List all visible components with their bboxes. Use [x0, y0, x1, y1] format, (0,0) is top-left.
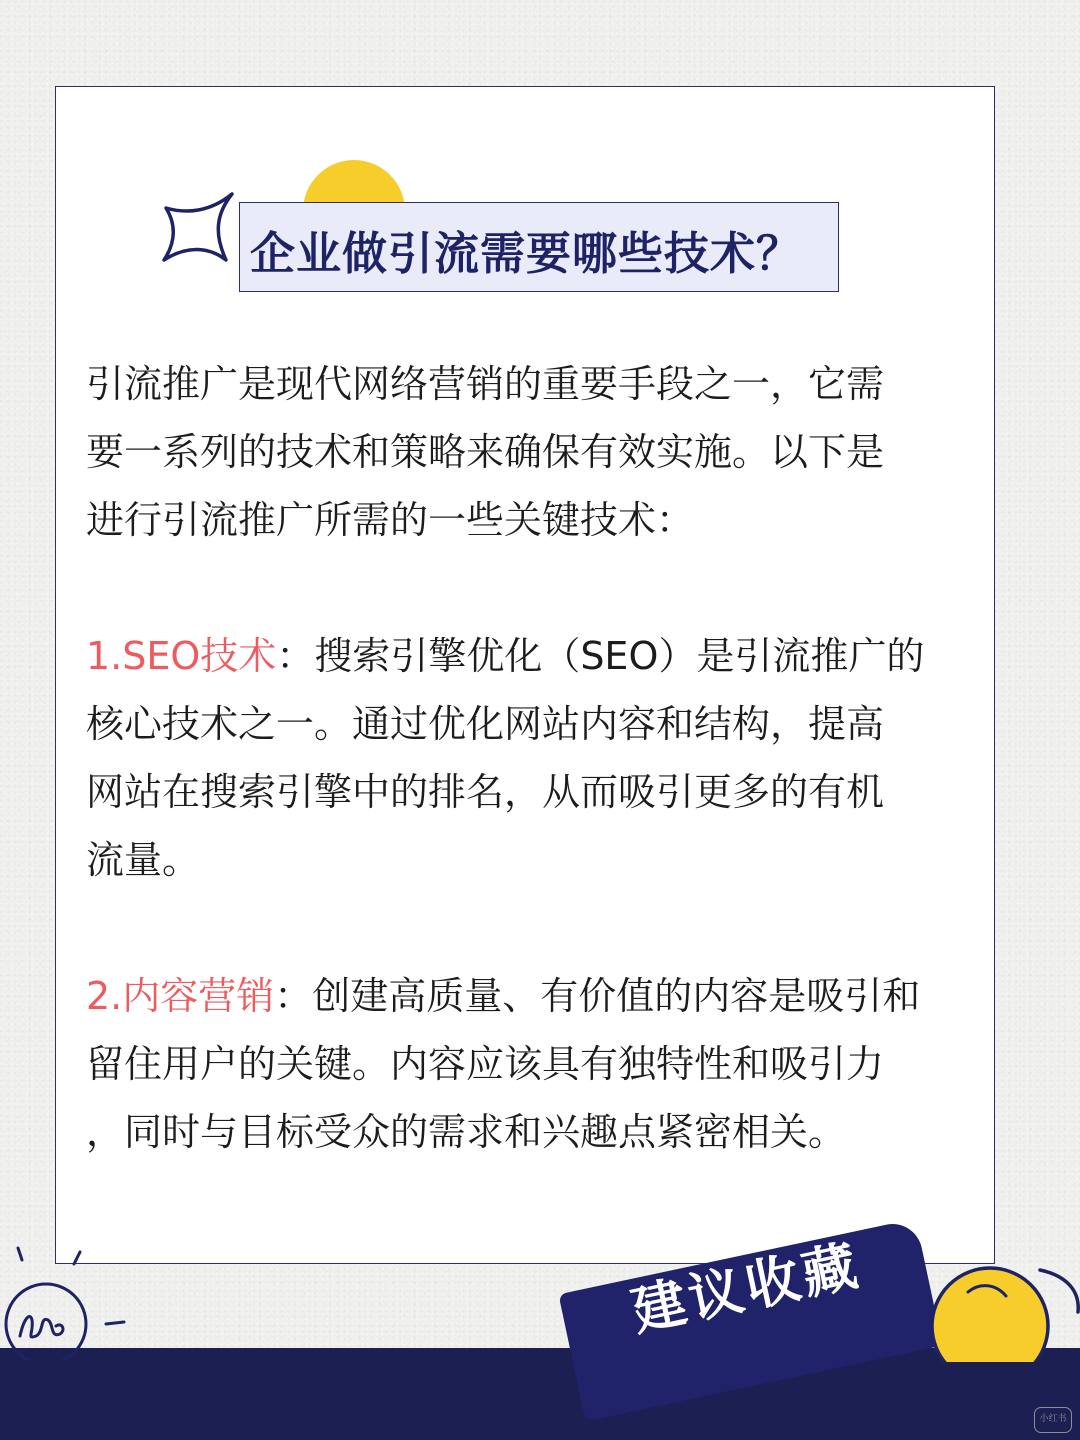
intro-line: 引流推广是现代网络营销的重要手段之一，它需	[86, 362, 885, 406]
section-seo-line: 网站在搜索引擎中的排名，从而吸引更多的有机	[86, 770, 885, 814]
section-seo	[86, 622, 966, 894]
swirl-doodle-icon	[0, 1240, 130, 1360]
section-seo-line: 核心技术之一。通过优化网站内容和结构，提高	[86, 702, 885, 746]
intro-line: 进行引流推广所需的一些关键技术：	[86, 498, 695, 542]
intro-paragraph	[86, 350, 966, 554]
section-content-heading: 2.内容营销	[86, 974, 275, 1018]
section-seo-heading: 1.SEO技术	[86, 634, 277, 678]
section-content-text: ：创建高质量、有价值的内容是吸引和	[274, 974, 921, 1018]
section-content-first-line	[86, 962, 966, 1030]
section-content-line: 留住用户的关键。内容应该具有独特性和吸引力	[86, 1042, 885, 1086]
section-seo-line: 流量。	[86, 838, 201, 882]
section-content-marketing	[86, 962, 966, 1166]
watermark-badge: 小红书	[1034, 1407, 1072, 1433]
planet-icon	[928, 1262, 1080, 1362]
section-seo-text: ：搜索引擎优化（SEO）是引流推广的	[276, 634, 925, 678]
page-title: 企业做引流需要哪些技术？	[250, 227, 803, 280]
sparkle-icon	[160, 190, 238, 264]
footer-band	[0, 1348, 1080, 1440]
section-content-line: ，同时与目标受众的需求和兴趣点紧密相关。	[86, 1110, 847, 1154]
section-seo-first-line	[86, 622, 966, 690]
intro-line: 要一系列的技术和策略来确保有效实施。以下是	[86, 430, 885, 474]
bookmark-label: 建议收藏	[626, 1233, 867, 1344]
